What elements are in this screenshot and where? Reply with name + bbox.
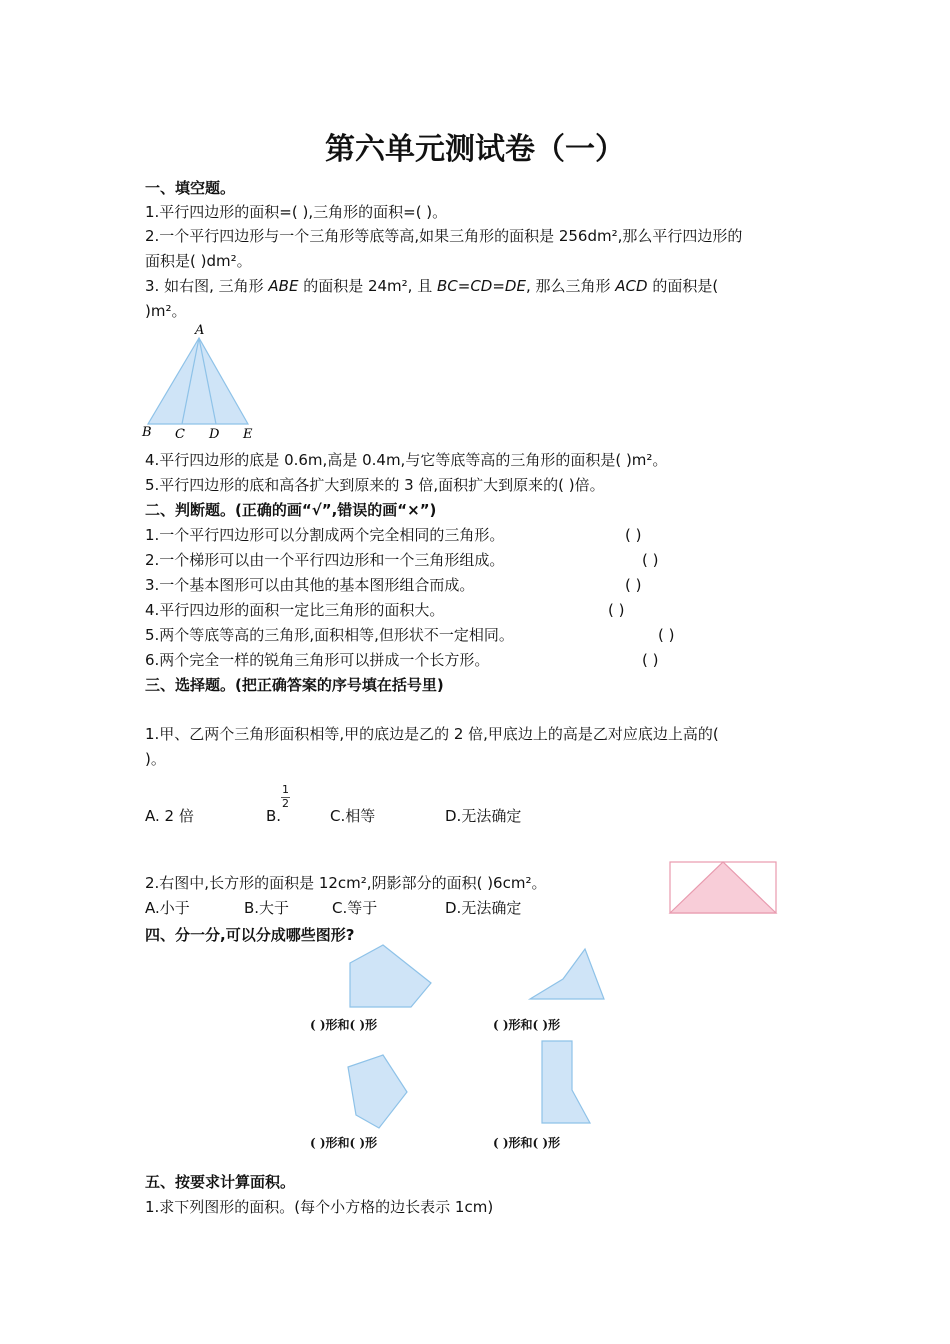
q3-text-b: 的面积是 24m², 且 [298, 277, 437, 295]
label-e: E [243, 427, 253, 442]
calc-q1: 1.求下列图形的面积。(每个小方格的边长表示 1cm) [145, 1198, 494, 1216]
l-figure-4-fill [542, 1041, 590, 1123]
shape-pentagon-3 [343, 1050, 413, 1132]
choice-q2-option-a: A.小于 [145, 899, 190, 917]
choice-q1-option-d: D.无法确定 [445, 807, 522, 825]
q3-text-c: , 那么三角形 [525, 277, 616, 295]
page-title: 第六单元测试卷（一） [325, 132, 625, 167]
divide-blank-4: ( )形和( )形 [493, 1136, 561, 1150]
label-b: B [142, 425, 152, 440]
choice-q1-option-b: B. [266, 807, 282, 825]
judge-item-6: 6.两个完全一样的锐角三角形可以拼成一个长方形。 [145, 651, 490, 669]
choice-q1-line2: )。 [145, 750, 166, 768]
divide-blank-1: ( )形和( )形 [310, 1018, 378, 1032]
fill-q2-line1: 2.一个平行四边形与一个三角形等底等高,如果三角形的面积是 256dm²,那么平行四边形的 [145, 227, 743, 245]
quadrilateral-2-fill [530, 949, 604, 999]
triangle-fill [148, 338, 248, 424]
judge-mark-5: ( ) [658, 626, 675, 644]
fill-q2-line2: 面积是( )dm²。 [145, 252, 252, 270]
rectangle-shaded-figure [668, 860, 780, 916]
judge-item-2: 2.一个梯形可以由一个平行四边形和一个三角形组成。 [145, 551, 505, 569]
triangle-abe-figure [140, 320, 265, 445]
divide-blank-2: ( )形和( )形 [493, 1018, 561, 1032]
pentagon-3-fill [348, 1055, 407, 1128]
judge-mark-3: ( ) [625, 576, 642, 594]
shape-l-figure-4 [537, 1037, 595, 1129]
section-4-heading: 四、分一分,可以分成哪些图形? [145, 926, 355, 944]
fraction-denominator: 2 [282, 797, 289, 810]
fill-q3-line1 [145, 276, 718, 296]
section-5-heading: 五、按要求计算面积。 [145, 1173, 296, 1191]
q3-acd: ACD [615, 277, 648, 295]
judge-item-4: 4.平行四边形的面积一定比三角形的面积大。 [145, 601, 445, 619]
label-a: A [195, 323, 205, 338]
fraction-numerator: 1 [282, 783, 289, 796]
q3-text-a: 3. 如右图, 三角形 [145, 277, 269, 295]
judge-mark-4: ( ) [608, 601, 625, 619]
choice-q2-option-d: D.无法确定 [445, 899, 522, 917]
fill-q5: 5.平行四边形的底和高各扩大到原来的 3 倍,面积扩大到原来的( )倍。 [145, 476, 605, 494]
pentagon-1-fill [350, 945, 431, 1007]
judge-item-5: 5.两个等底等高的三角形,面积相等,但形状不一定相同。 [145, 626, 514, 644]
judge-mark-6: ( ) [642, 651, 659, 669]
choice-q2-option-c: C.等于 [332, 899, 378, 917]
fill-q4: 4.平行四边形的底是 0.6m,高是 0.4m,与它等底等高的三角形的面积是( )m²。 [145, 451, 668, 469]
q3-abe: ABE [268, 277, 299, 295]
section-2-heading: 二、判断题。(正确的画“√”,错误的画“×”) [145, 501, 437, 519]
shape-pentagon-1 [345, 940, 437, 1012]
judge-mark-1: ( ) [625, 526, 642, 544]
q3-equation: BC=CD=DE [436, 277, 526, 295]
choice-q1-option-c: C.相等 [330, 807, 376, 825]
section-3-heading: 三、选择题。(把正确答案的序号填在括号里) [145, 676, 444, 694]
shape-quadrilateral-2 [525, 945, 610, 1005]
fill-q1: 1.平行四边形的面积=( ),三角形的面积=( )。 [145, 203, 448, 221]
label-c: C [175, 427, 185, 442]
choice-q2-option-b: B.大于 [244, 899, 290, 917]
choice-q1-option-a: A. 2 倍 [145, 807, 194, 825]
choice-q1-line1: 1.甲、乙两个三角形面积相等,甲的底边是乙的 2 倍,甲底边上的高是乙对应底边上高的( [145, 725, 719, 743]
q3-text-d: 的面积是( [647, 277, 719, 295]
judge-item-1: 1.一个平行四边形可以分割成两个完全相同的三角形。 [145, 526, 505, 544]
divide-blank-3: ( )形和( )形 [310, 1136, 378, 1150]
judge-item-3: 3.一个基本图形可以由其他的基本图形组合而成。 [145, 576, 475, 594]
label-d: D [209, 427, 220, 442]
choice-q2: 2.右图中,长方形的面积是 12cm²,阴影部分的面积( )6cm²。 [145, 874, 547, 892]
section-1-heading: 一、填空题。 [145, 179, 236, 197]
fill-q3-line2: )m²。 [145, 302, 187, 320]
judge-mark-2: ( ) [642, 551, 659, 569]
